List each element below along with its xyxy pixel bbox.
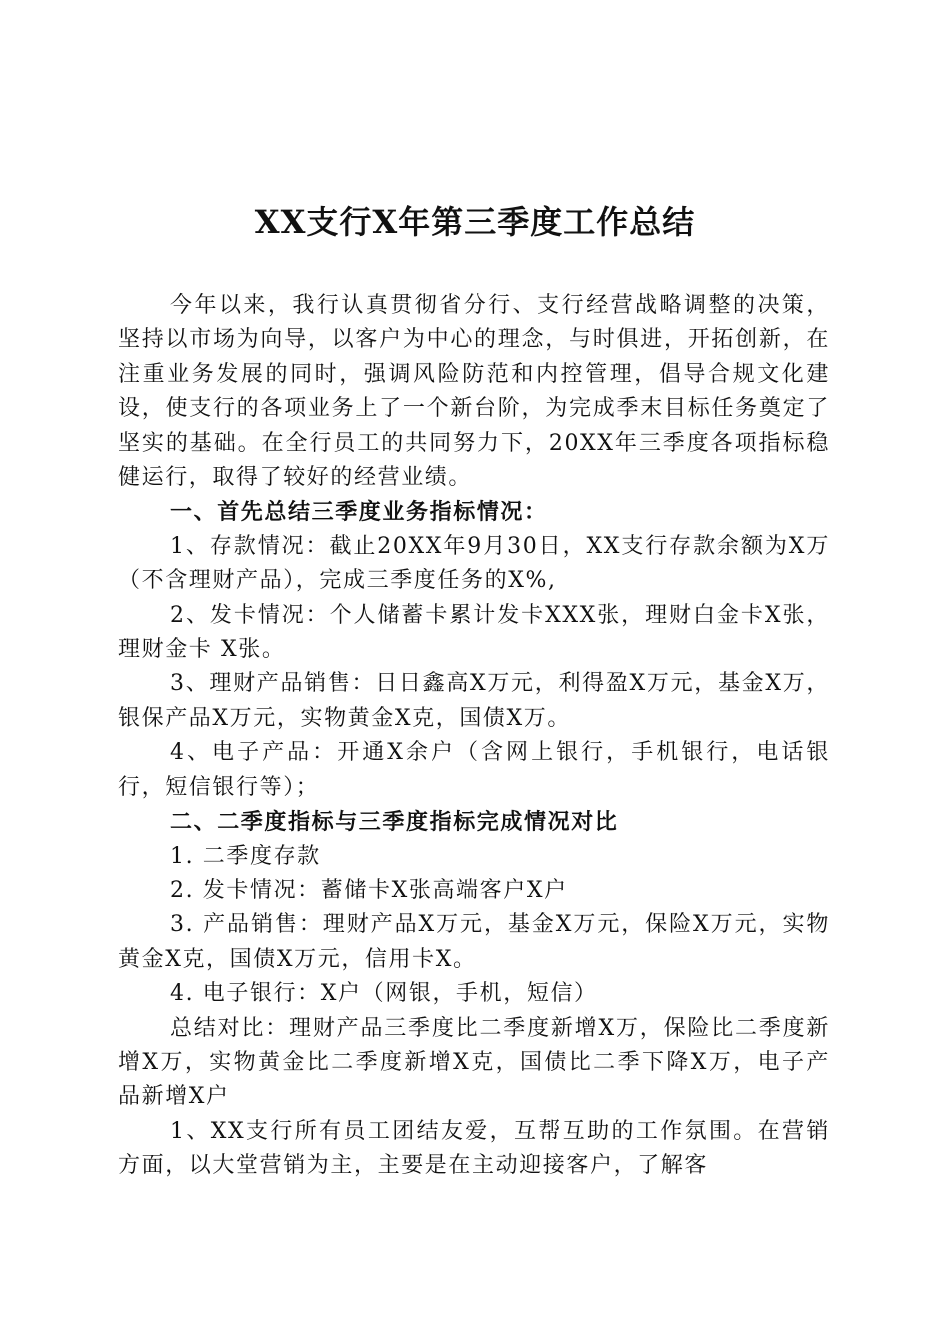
q2-product-sales-item: 3. 产品销售：理财产品X万元，基金X万元，保险X万元，实物黄金X克，国债X万元，信用卡X。 (118, 912, 830, 972)
deposit-paragraph: 1、存款情况：截止20XX年9月30日，XX支行存款余额为X万（不含理财产品），完成三季度任务的X%, (118, 533, 830, 594)
staff-paragraph: 1、XX支行所有员工团结友爱，互帮互助的工作氛围。在营销方面，以大堂营销为主，主要是在主动迎接客户，了解客 (118, 1118, 830, 1179)
card-issuance-paragraph: 2、发卡情况：个人储蓄卡累计发卡XXX张，理财白金卡X张，理财金卡 X张。 (118, 602, 830, 663)
electronic-products-paragraph: 4、电子产品：开通X余户（含网上银行，手机银行，电话银行，短信银行等）； (118, 740, 830, 800)
document-body (118, 289, 830, 1184)
q2-e-banking-item: 4. 电子银行：X户（网银，手机，短信） (170, 981, 598, 1007)
intro-paragraph: 今年以来，我行认真贯彻省分行、支行经营战略调整的决策，坚持以市场为向导，以客户为中心的理念，与时俱进，开拓创新，在注重业务发展的同时，强调风险防范和内控管理，倡导合规文化建设，使支行的各项业务上了一个新台阶，为完成季末目标任务奠定了坚实的基础。在全行员工的共同努力下，20XX年三季度各项指标稳健运行，取得了较好的经营业绩。 (118, 293, 830, 491)
section-heading-2: 二、二季度指标与三季度指标完成情况对比 (170, 809, 619, 836)
q2-deposit-item: 1. 二季度存款 (170, 843, 321, 869)
section-heading-1: 一、首先总结三季度业务指标情况： (170, 499, 548, 526)
wealth-products-paragraph: 3、理财产品销售：日日鑫高X万元，利得盈X万元，基金X万，银保产品X万元，实物黄金X克，国债X万。 (118, 671, 830, 731)
document-title: XX支行X年第三季度工作总结 (254, 203, 696, 241)
q2-card-item: 2. 发卡情况：蓄储卡X张高端客户X户 (170, 877, 568, 903)
comparison-summary-paragraph: 总结对比：理财产品三季度比二季度新增X万，保险比二季度新增X万，实物黄金比二季度新增X克，国债比二季下降X万，电子产品新增X户 (118, 1015, 830, 1110)
